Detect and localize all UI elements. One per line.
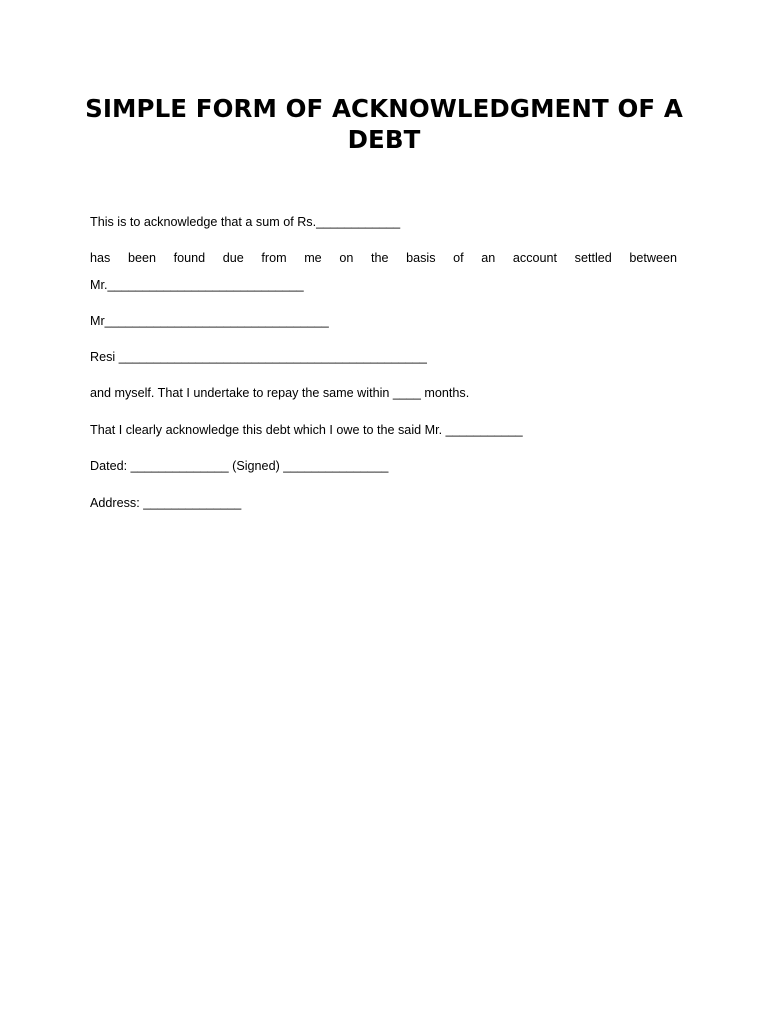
mr-line-1: Mr.____________________________ — [90, 278, 304, 292]
word: on — [339, 251, 354, 265]
word: the — [370, 251, 389, 265]
word: basis — [406, 251, 436, 265]
document-title: SIMPLE FORM OF ACKNOWLEDGMENT OF A DEBT — [85, 94, 683, 154]
address-line: Address: ______________ — [90, 496, 242, 510]
word: due — [222, 251, 244, 265]
word: found — [173, 251, 206, 265]
word: of — [453, 251, 464, 265]
word: between — [629, 251, 677, 265]
word: account — [512, 251, 558, 265]
word: from — [261, 251, 287, 265]
word: an — [481, 251, 496, 265]
word: has — [90, 251, 111, 265]
word: me — [304, 251, 322, 265]
mr-line-2: Mr________________________________ — [90, 314, 329, 328]
owe-line: That I clearly acknowledge this debt which I owe to the said Mr. ___________ — [90, 423, 523, 437]
repay-line: and myself. That I undertake to repay the same within ____ months. — [90, 386, 470, 400]
dated-signed-line: Dated: ______________ (Signed) _______________ — [90, 459, 389, 473]
found-due-line — [90, 245, 677, 272]
word: been — [127, 251, 156, 265]
resi-line: Resi ____________________________________________ — [90, 350, 427, 364]
sum-line: This is to acknowledge that a sum of Rs.____________ — [90, 215, 401, 229]
word: settled — [574, 251, 612, 265]
